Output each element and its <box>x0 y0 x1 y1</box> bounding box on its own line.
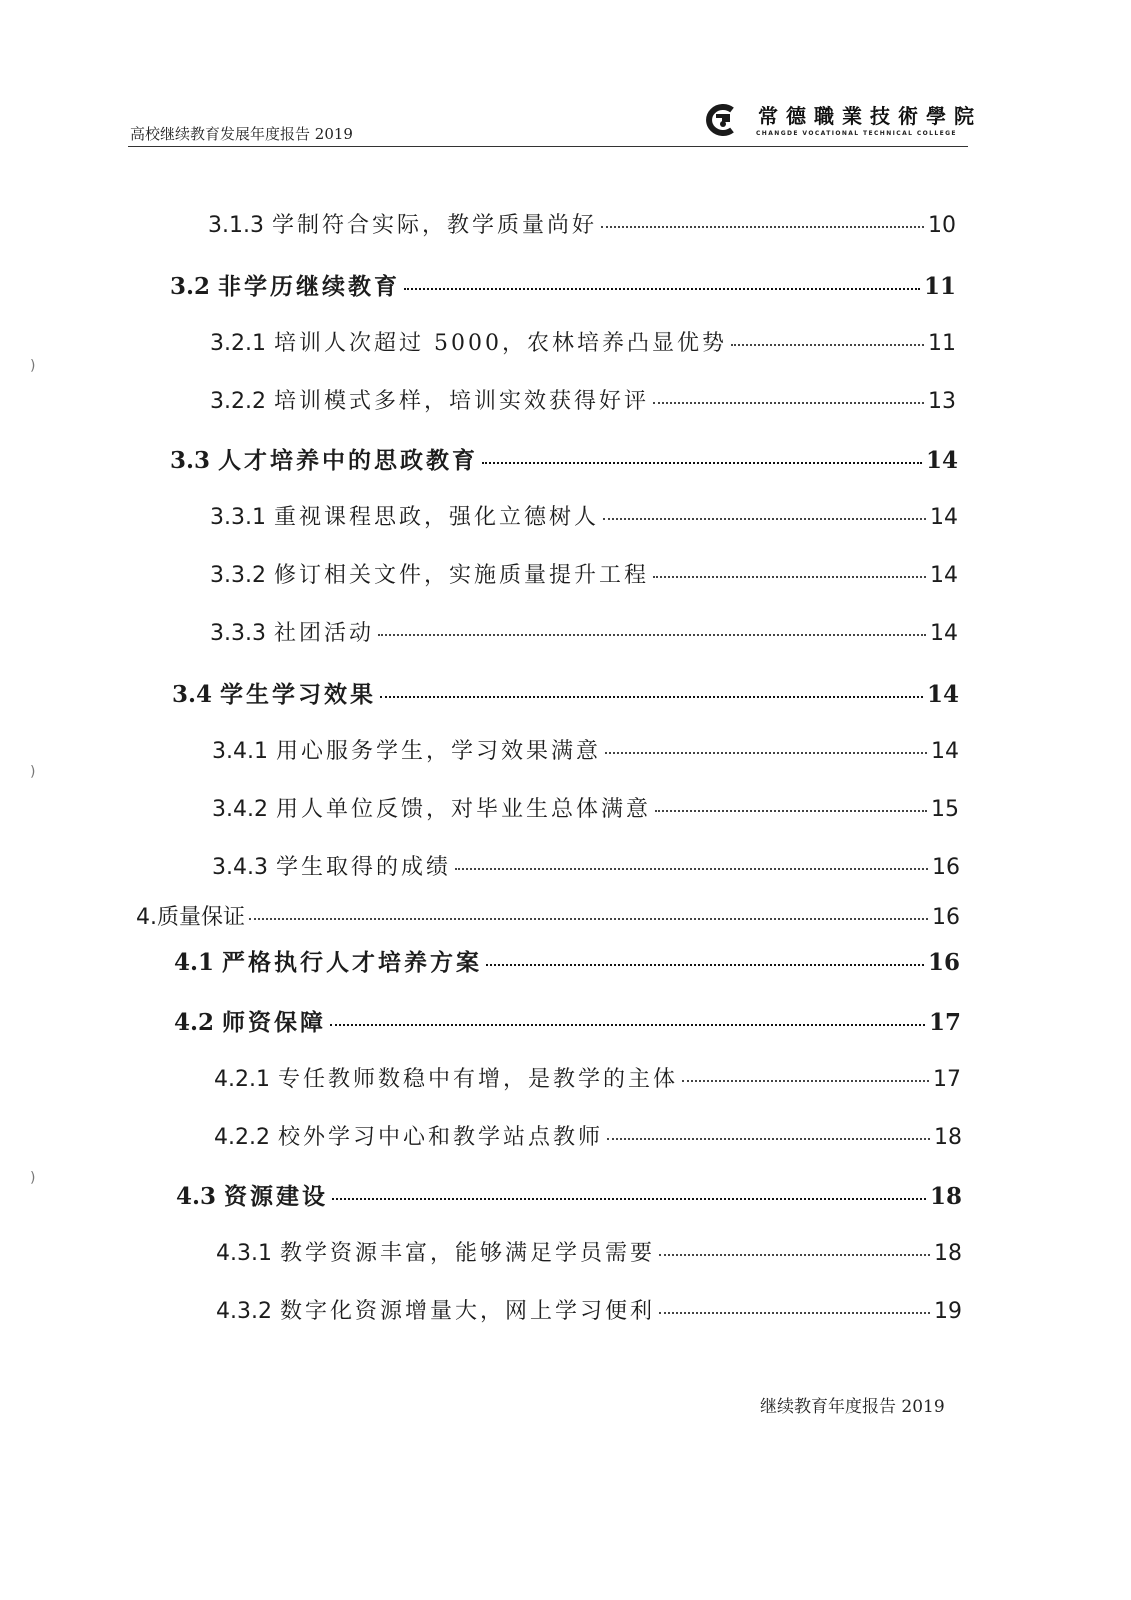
toc-label: 校外学习中心和教学站点教师 <box>277 1125 603 1150</box>
toc-entry[interactable] <box>210 326 956 357</box>
toc-leader <box>603 518 926 520</box>
toc-page: 16 <box>927 949 960 976</box>
toc-page: 19 <box>934 1299 962 1324</box>
toc-label: 学生取得的成绩 <box>275 855 451 880</box>
toc-leader <box>653 576 926 578</box>
toc-entry[interactable] <box>210 616 958 647</box>
toc-number: 3.4.2 <box>212 797 268 822</box>
toc-entry[interactable] <box>176 1178 962 1211</box>
toc-entry[interactable] <box>170 268 956 301</box>
toc-label: 数字化资源增量大，网上学习便利 <box>279 1299 655 1324</box>
toc-label: 培训人次超过 5000，农林培养凸显优势 <box>273 331 727 356</box>
toc-label: 质量保证 <box>157 905 246 930</box>
toc-number: 3.2.2 <box>210 389 266 414</box>
toc-label: 用心服务学生，学习效果满意 <box>275 739 601 764</box>
toc-number: 3.2 <box>170 273 211 300</box>
toc-leader <box>378 634 926 636</box>
toc-number: 3.3.2 <box>210 563 266 588</box>
toc-leader <box>482 462 922 464</box>
toc-label: 人才培养中的思政教育 <box>218 447 479 474</box>
college-logo <box>702 96 982 142</box>
toc-number: 3.2.1 <box>210 331 266 356</box>
toc-leader <box>607 1138 930 1140</box>
toc-number: 3.4.3 <box>212 855 268 880</box>
toc-entry[interactable] <box>212 792 959 823</box>
header-rule <box>128 146 968 147</box>
toc-number: 3.3 <box>170 447 211 474</box>
toc-leader <box>455 868 928 870</box>
toc-label: 专任教师数稳中有增，是教学的主体 <box>277 1067 678 1092</box>
toc-leader <box>404 288 920 290</box>
college-name-en: CHANGDE VOCATIONAL TECHNICAL COLLEGE <box>756 130 957 137</box>
toc-page: 18 <box>934 1125 962 1150</box>
toc-leader <box>605 752 927 754</box>
toc-leader <box>486 964 924 966</box>
toc-number: 4.2.2 <box>214 1125 270 1150</box>
toc-label: 严格执行人才培养方案 <box>222 949 483 976</box>
toc-label: 学生学习效果 <box>220 681 377 708</box>
toc-number: 4.2 <box>174 1009 215 1036</box>
toc-page: 16 <box>932 855 960 880</box>
toc-number: 3.1.3 <box>208 213 264 238</box>
toc-label: 资源建设 <box>224 1183 329 1210</box>
toc-entry[interactable] <box>174 1004 961 1037</box>
toc-number: 3.3.3 <box>210 621 266 646</box>
toc-leader <box>731 344 924 346</box>
toc-page: 14 <box>931 739 959 764</box>
toc-entry[interactable] <box>136 900 960 931</box>
toc-page: 15 <box>931 797 959 822</box>
toc-page: 11 <box>928 331 956 356</box>
toc-label: 社团活动 <box>273 621 374 646</box>
margin-mark: ) <box>30 1170 36 1186</box>
toc-entry[interactable] <box>208 208 956 239</box>
toc-leader <box>380 696 923 698</box>
toc-entry[interactable] <box>170 442 958 475</box>
toc-number: 3.3.1 <box>210 505 266 530</box>
toc-number: 3.4 <box>172 681 213 708</box>
toc-page: 18 <box>934 1241 962 1266</box>
toc-entry[interactable] <box>210 558 958 589</box>
toc-leader <box>601 226 924 228</box>
college-emblem-icon <box>702 104 742 136</box>
college-name-cn: 常德職業技術學院 <box>758 104 982 128</box>
toc-entry[interactable] <box>172 676 959 709</box>
toc-number: 4.3 <box>176 1183 217 1210</box>
toc-page: 11 <box>923 273 956 300</box>
toc-entry[interactable] <box>214 1062 961 1093</box>
header-title: 高校继续教育发展年度报告 2019 <box>130 125 353 143</box>
toc-entry[interactable] <box>210 500 958 531</box>
toc-entry[interactable] <box>212 850 960 881</box>
toc-leader <box>655 810 927 812</box>
toc-page: 13 <box>928 389 956 414</box>
toc-page: 16 <box>932 905 960 930</box>
toc-page: 14 <box>930 621 958 646</box>
toc-page: 10 <box>928 213 956 238</box>
toc-page: 14 <box>930 505 958 530</box>
toc-entry[interactable] <box>212 734 959 765</box>
toc-label: 重视课程思政，强化立德树人 <box>273 505 599 530</box>
toc-entry[interactable] <box>210 384 956 415</box>
toc-leader <box>653 402 924 404</box>
toc-page: 17 <box>928 1009 961 1036</box>
toc-label: 学制符合实际，教学质量尚好 <box>271 213 597 238</box>
toc-number: 4.1 <box>174 949 215 976</box>
toc-page: 14 <box>926 681 959 708</box>
toc-label: 修订相关文件，实施质量提升工程 <box>273 563 649 588</box>
toc-label: 培训模式多样，培训实效获得好评 <box>273 389 649 414</box>
toc-leader <box>659 1254 930 1256</box>
footer-text: 继续教育年度报告 2019 <box>760 1397 945 1417</box>
toc-leader <box>682 1080 929 1082</box>
toc-number: 4.3.2 <box>216 1299 272 1324</box>
toc-page: 14 <box>930 563 958 588</box>
toc-entry[interactable] <box>174 944 960 977</box>
toc-entry[interactable] <box>214 1120 962 1151</box>
toc-leader <box>332 1198 926 1200</box>
toc-leader <box>659 1312 930 1314</box>
toc-entry[interactable] <box>216 1294 962 1325</box>
toc-label: 师资保障 <box>222 1009 327 1036</box>
toc-number: 4. <box>136 905 157 930</box>
toc-page: 14 <box>925 447 958 474</box>
toc-number: 4.2.1 <box>214 1067 270 1092</box>
toc-page: 17 <box>933 1067 961 1092</box>
toc-label: 教学资源丰富，能够满足学员需要 <box>279 1241 655 1266</box>
toc-entry[interactable] <box>216 1236 962 1267</box>
toc-label: 非学历继续教育 <box>218 273 401 300</box>
toc-page: 18 <box>929 1183 962 1210</box>
toc-leader <box>330 1024 925 1026</box>
toc-number: 3.4.1 <box>212 739 268 764</box>
toc-leader <box>249 918 928 920</box>
toc-number: 4.3.1 <box>216 1241 272 1266</box>
margin-mark: ) <box>30 764 36 780</box>
toc-label: 用人单位反馈，对毕业生总体满意 <box>275 797 651 822</box>
margin-mark: ) <box>30 358 36 374</box>
